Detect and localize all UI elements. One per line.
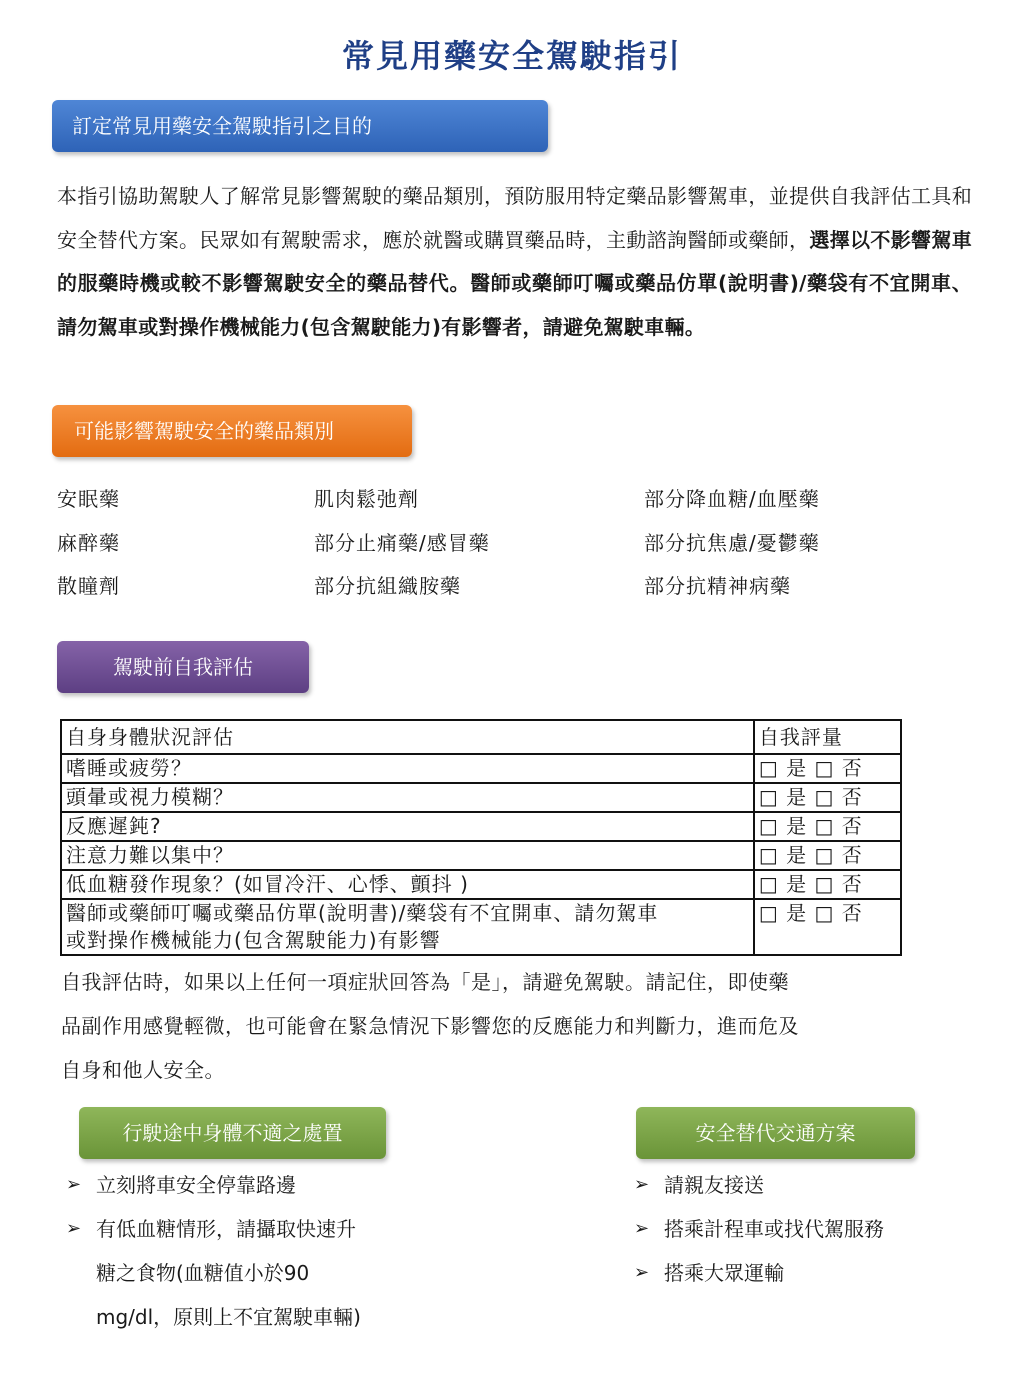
list-item-text: 糖之食物(血糖值小於90: [96, 1261, 310, 1285]
list-item: [634, 1163, 974, 1207]
arrow-bullet-icon: ➢: [66, 1174, 82, 1195]
list-item: [634, 1251, 974, 1295]
note-line: 自我評估時，如果以上任何一項症狀回答為「是」，請避免駕駛。請記住，即使藥: [61, 970, 789, 994]
drug-category-item: 部分止痛藥/感冒藥: [314, 531, 490, 555]
alternative-transport-list: [634, 1163, 974, 1295]
list-item: [634, 1207, 974, 1251]
drug-category-item: 部分抗組織胺藥: [314, 574, 461, 598]
column-header-condition: 自身身體狀況評估: [61, 720, 754, 754]
list-item-text: 搭乘計程車或找代駕服務: [664, 1217, 884, 1241]
note-line: 品副作用感覺輕微，也可能會在緊急情況下影響您的反應能力和判斷力，進而危及: [61, 1014, 799, 1038]
self-assessment-heading: 駕駛前自我評估: [57, 641, 309, 693]
discomfort-list: [66, 1163, 426, 1339]
arrow-bullet-icon: ➢: [634, 1174, 650, 1195]
condition-question: 反應遲鈍?: [61, 812, 754, 841]
drug-category-item: 安眠藥: [57, 487, 120, 511]
arrow-bullet-icon: ➢: [66, 1218, 82, 1239]
purpose-text-regular: 本指引協助駕駛人了解常見影響駕駛的藥品類別，預防服用特定藥品影響駕車，並提供自我評估工具和安全替代方案。民眾如有駕駛需求，應於就醫或購買藥品時，主動諮詢醫師或藥師，: [57, 184, 972, 252]
question-line: 或對操作機械能力(包含駕駛能力)有影響: [66, 928, 441, 952]
page-title: 常見用藥安全駕駛指引: [341, 37, 682, 75]
yes-no-checkboxes[interactable]: □ 是 □ 否: [754, 754, 901, 783]
list-item-text: 請親友接送: [664, 1173, 764, 1197]
condition-question: 嗜睡或疲勞？: [61, 754, 754, 783]
assessment-note: [61, 960, 941, 1092]
condition-question: 注意力難以集中？: [61, 841, 754, 870]
list-item-text: 搭乘大眾運輸: [664, 1261, 784, 1285]
yes-no-checkboxes[interactable]: □ 是 □ 否: [754, 899, 901, 955]
table-row: [61, 870, 901, 899]
condition-question: 低血糖發作現象？(如冒冷汗、心悸、顫抖 ): [61, 870, 754, 899]
drug-category-item: 部分抗焦慮/憂鬱藥: [644, 531, 820, 555]
condition-question: 頭暈或視力模糊？: [61, 783, 754, 812]
table-row: [61, 812, 901, 841]
discomfort-heading: 行駛途中身體不適之處置: [79, 1107, 386, 1159]
drug-categories-heading: 可能影響駕駛安全的藥品類別: [52, 405, 412, 457]
table-row: [61, 899, 901, 955]
list-item: [66, 1163, 426, 1207]
drug-category-item: 部分降血糖/血壓藥: [644, 487, 820, 511]
condition-question: [61, 899, 754, 955]
note-line: 自身和他人安全。: [61, 1058, 225, 1082]
list-item-text: mg/dl，原則上不宜駕駛車輛): [96, 1305, 361, 1329]
column-header-self-rating: 自我評量: [754, 720, 901, 754]
table-header-row: [61, 720, 901, 754]
arrow-bullet-icon: ➢: [634, 1262, 650, 1283]
yes-no-checkboxes[interactable]: □ 是 □ 否: [754, 812, 901, 841]
purpose-paragraph: [57, 175, 972, 349]
self-assessment-table: [60, 719, 902, 956]
table-row: [61, 783, 901, 812]
drug-category-item: 肌肉鬆弛劑: [314, 487, 419, 511]
drug-category-item: 麻醉藥: [57, 531, 120, 555]
alternative-transport-heading: 安全替代交通方案: [636, 1107, 915, 1159]
table-row: [61, 841, 901, 870]
question-line: 醫師或藥師叮囑或藥品仿單(說明書)/藥袋有不宜開車、請勿駕車: [66, 901, 659, 925]
purpose-heading: 訂定常見用藥安全駕駛指引之目的: [52, 100, 548, 152]
drug-categories-grid: [57, 478, 957, 608]
drug-category-item: 散瞳劑: [57, 574, 120, 598]
list-item-text: 立刻將車安全停靠路邊: [96, 1173, 296, 1197]
list-item: [66, 1207, 426, 1339]
yes-no-checkboxes[interactable]: □ 是 □ 否: [754, 841, 901, 870]
arrow-bullet-icon: ➢: [634, 1218, 650, 1239]
table-row: [61, 754, 901, 783]
purpose-text-bold: 選擇以不影響駕車的服藥時機或較不影響駕駛安全的藥品替代。醫師或藥師叮囑或藥品仿單(說明書)/藥袋有不宜開車、請勿駕車或對操作機械能力(包含駕駛能力)有影響者，請避免駕駛車輛。: [57, 227, 972, 339]
drug-category-item: 部分抗精神病藥: [644, 574, 791, 598]
yes-no-checkboxes[interactable]: □ 是 □ 否: [754, 870, 901, 899]
yes-no-checkboxes[interactable]: □ 是 □ 否: [754, 783, 901, 812]
list-item-text: 有低血糖情形，請攝取快速升: [96, 1217, 356, 1241]
